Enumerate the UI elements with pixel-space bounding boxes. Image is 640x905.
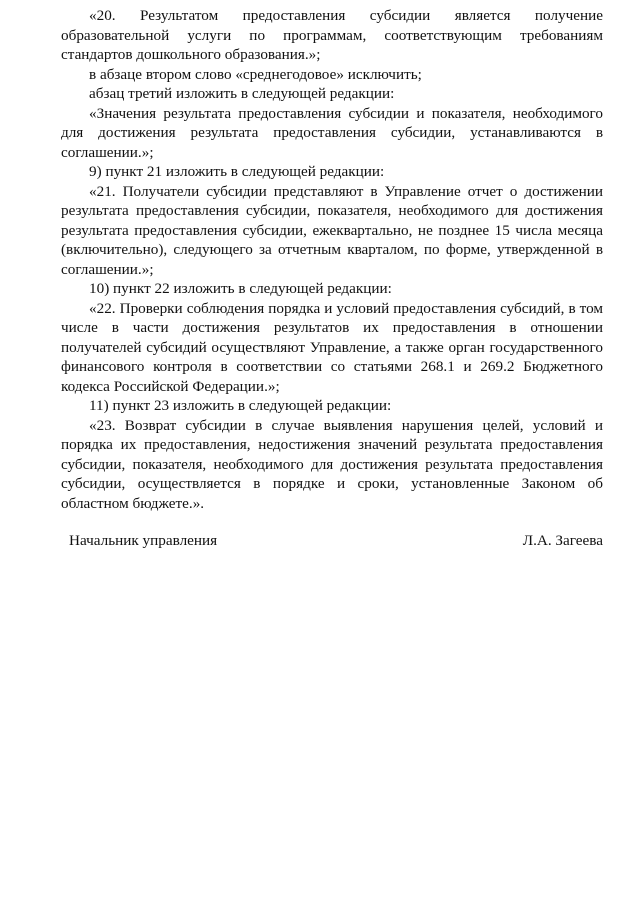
paragraph-exclude-word: в абзаце втором слово «среднегодовое» исключить; <box>89 65 422 83</box>
paragraph-item-23-text: «23. Возврат субсидии в случае выявления нарушения целей, условий и порядка их предоставления, недостижения значений результата предоставления субсидии, показателя, необходимого для достижения результата предоставления субсидии, осуществляется в порядке и сроки, установленные Законом об областном бюджете.». <box>61 416 603 512</box>
paragraph-item-21-intro: 9) пункт 21 изложить в следующей редакции: <box>89 163 385 180</box>
document-body <box>61 6 603 513</box>
paragraph-item-23-intro: 11) пункт 23 изложить в следующей редакции: <box>89 397 392 414</box>
signature-position: Начальник управления <box>69 532 218 549</box>
signature-name: Л.А. Загеева <box>522 532 603 549</box>
paragraph-third-intro: абзац третий изложить в следующей редакции: <box>89 85 395 102</box>
paragraph-third-text: «Значения результата предоставления субсидии и показателя, необходимого для достижения результата предоставления субсидии, устанавливаются в соглашении.»; <box>61 104 603 161</box>
signature-block <box>61 531 603 551</box>
paragraph-item-22-intro: 10) пункт 22 изложить в следующей редакции: <box>89 280 392 297</box>
paragraph-item-20: «20. Результатом предоставления субсидии является получение образовательной услуги по программам, соответствующим требованиям стандартов дошкольного образования.»; <box>61 7 603 63</box>
paragraph-item-22-text: «22. Проверки соблюдения порядка и условий предоставления субсидий, в том числе в части достижения результатов их предоставления в отношении получателей субсидий осуществляют Управление, а также орган государственного финансового контроля в соответствии со статьями 268.1 и 269.2 Бюджетного кодекса Российской Федерации.»; <box>61 299 603 395</box>
paragraph-item-21-text: «21. Получатели субсидии представляют в Управление отчет о достижении результата предоставления субсидии, показателя, необходимого для достижения результата предоставления субсидии, ежеквартально, не позднее 15 числа месяца (включительно), следующего за отчетным кварталом, по форме, утвержденной в соглашении.»; <box>61 182 603 278</box>
